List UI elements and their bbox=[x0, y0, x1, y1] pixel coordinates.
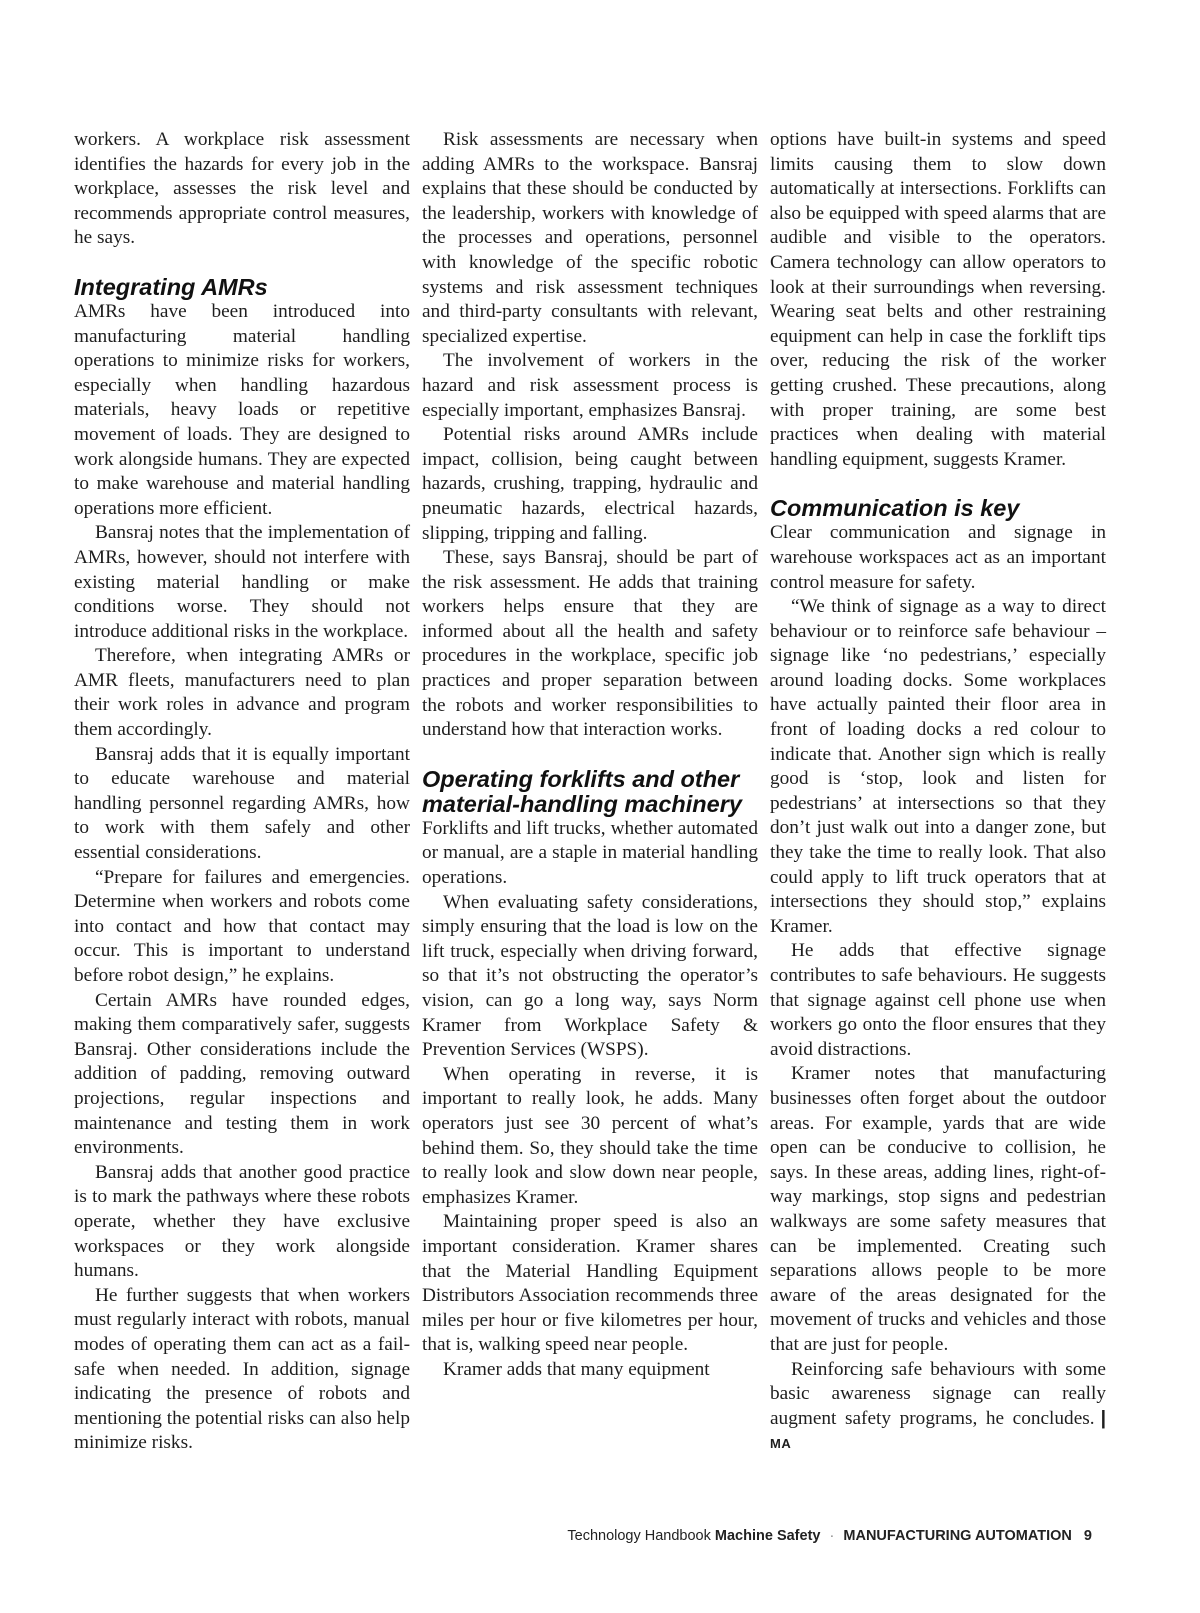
paragraph: These, says Bansraj, should be part of the risk assessment. He adds that training workers helps ensure that they are informed about all the health and safety procedures in the workplace, specific job practices and proper separation between the robots and worker responsibilities to understand how that interaction works. bbox=[422, 547, 758, 741]
paragraph: When evaluating safety considerations, simply ensuring that the load is low on the lift truck, especially when driving forward, so that it’s not obstructing the operator’s vision, can go a long way, says Norm Kramer from Workplace Safety & Prevention Services (WSPS). bbox=[422, 891, 758, 1061]
page-number: 9 bbox=[1083, 1528, 1092, 1544]
paragraph: “Prepare for failures and emergencies. Determine when workers and robots come into contact and how that contact may occur. This is important to understand before robot design,” he explains. bbox=[74, 866, 410, 986]
footer-magazine: MANUFACTURING AUTOMATION bbox=[843, 1528, 1072, 1544]
end-separator: | bbox=[1100, 1407, 1106, 1429]
paragraph: Bansraj adds that another good practice is to mark the pathways where these robots operate, whether they have exclusive workspaces or they work alongside humans. bbox=[74, 1161, 410, 1282]
paragraph: Therefore, when integrating AMRs or AMR fleets, manufacturers need to plan their work roles in advance and program them accordingly. bbox=[74, 645, 410, 741]
paragraph-final bbox=[770, 1358, 1106, 1457]
paragraph: Clear communication and signage in warehouse workspaces act as an important control measure for safety. bbox=[770, 522, 1106, 593]
paragraph: “We think of signage as a way to direct behaviour or to reinforce safe behaviour – signage like ‘no pedestrians,’ especially around loading docks. Some workplaces have actually painted their floor area in front of loading docks a red colour to indicate that. Another sign which is really good is ‘stop, look and listen for pedestrians’ at intersections so that they don’t just walk out into a danger zone, but they take the time to really look. That also could apply to lift truck operators that at intersections they should stop,” explains Kramer. bbox=[770, 596, 1106, 937]
paragraph: Forklifts and lift trucks, whether automated or manual, are a staple in material handling operations. bbox=[422, 817, 758, 889]
paragraph: Maintaining proper speed is also an important consideration. Kramer shares that the Material Handling Equipment Distributors Association recommends three miles per hour or five kilometres per hour, that is, walking speed near people. bbox=[422, 1211, 758, 1356]
paragraph: options have built-in systems and speed limits causing them to slow down automatically at intersections. Forklifts can also be equipped with speed alarms that are audible and visible to the operators. Camera technology can allow operators to look at their surroundings when reversing. Wearing seat belts and other restraining equipment can help in case the forklift tips over, reducing the risk of the worker getting crushed. These precautions, along with proper training, are some best practices when dealing with material handling equipment, suggests Kramer. bbox=[770, 129, 1106, 470]
paragraph: Potential risks around AMRs include impact, collision, being caught between hazards, crushing, trapping, hydraulic and pneumatic hazards, electrical hazards, slipping, tripping and falling. bbox=[422, 424, 758, 544]
paragraph: Risk assessments are necessary when adding AMRs to the workspace. Bansraj explains that these should be conducted by the leadership, workers with knowledge of the processes and operations, personnel with knowledge of the specific robotic systems and risk assessment techniques and third-party consultants with relevant, specialized expertise. bbox=[422, 129, 758, 347]
final-text: Reinforcing safe behaviours with some basic awareness signage can really augment safety programs, he concludes. bbox=[770, 1358, 1106, 1429]
paragraph: Bansraj adds that it is equally important to educate warehouse and material handling personnel regarding AMRs, how to work with them safely and other essential considerations. bbox=[74, 743, 410, 864]
column-3 bbox=[770, 128, 1106, 1457]
paragraph: Kramer notes that manufacturing businesses often forget about the outdoor areas. For example, yards that are wide open can be conducive to collision, he says. In these areas, adding lines, right-of-way markings, stop signs and pedestrian walkways are some safety measures that can be implemented. Creating such separations allows people to be more aware of the areas designated for the movement of trucks and vehicles and those that are just for people. bbox=[770, 1063, 1106, 1355]
spacer bbox=[770, 472, 1106, 496]
paragraph: He further suggests that when workers must regularly interact with robots, manual modes of operating them can act as a fail-safe when needed. In addition, signage indicating the presence of robots and mentioning the potential risks can also help minimize risks. bbox=[74, 1284, 410, 1454]
column-2 bbox=[422, 128, 758, 1383]
page-footer bbox=[567, 1528, 1092, 1544]
paragraph: AMRs have been introduced into manufacturing material handling operations to minimize risks for workers, especially when handling hazardous materials, heavy loads or repetitive movement of loads. They are designed to work alongside humans. They are expected to make warehouse and material handling operations more efficient. bbox=[74, 300, 410, 519]
paragraph: When operating in reverse, it is important to really look, he adds. Many operators just see 30 percent of what’s behind them. So, they should take the time to really look and slow down near people, emphasizes Kramer. bbox=[422, 1063, 758, 1208]
paragraph: The involvement of workers in the hazard and risk assessment process is especially important, emphasizes Bansraj. bbox=[422, 350, 758, 421]
heading-operating-forklifts: Operating forklifts and other material-handling machinery bbox=[422, 765, 742, 817]
end-mark: MA bbox=[770, 1436, 792, 1452]
paragraph: workers. A workplace risk assessment identifies the hazards for every job in the workplace, assesses the risk level and recommends appropriate control measures, he says. bbox=[74, 129, 410, 249]
spacer bbox=[422, 743, 758, 767]
footer-topic: Machine Safety bbox=[714, 1528, 821, 1544]
column-1 bbox=[74, 128, 410, 1456]
paragraph: Kramer adds that many equipment bbox=[443, 1358, 710, 1380]
heading-communication-is-key: Communication is key bbox=[770, 495, 1020, 522]
footer-handbook: Technology Handbook bbox=[567, 1528, 711, 1544]
paragraph: He adds that effective signage contributes to safe behaviours. He suggests that signage against cell phone use when workers go onto the floor ensures that they avoid distractions. bbox=[770, 940, 1106, 1060]
footer-separator: · bbox=[829, 1528, 835, 1544]
spacer bbox=[74, 251, 410, 275]
heading-integrating-amrs: Integrating AMRs bbox=[74, 273, 268, 300]
paragraph: Bansraj notes that the implementation of AMRs, however, should not interfere with existing material handling or make conditions worse. They should not introduce additional risks in the workplace. bbox=[74, 522, 410, 642]
paragraph: Certain AMRs have rounded edges, making them comparatively safer, suggests Bansraj. Other considerations include the addition of padding, removing outward projections, regular inspections and maintenance and testing them in work environments. bbox=[74, 989, 410, 1159]
